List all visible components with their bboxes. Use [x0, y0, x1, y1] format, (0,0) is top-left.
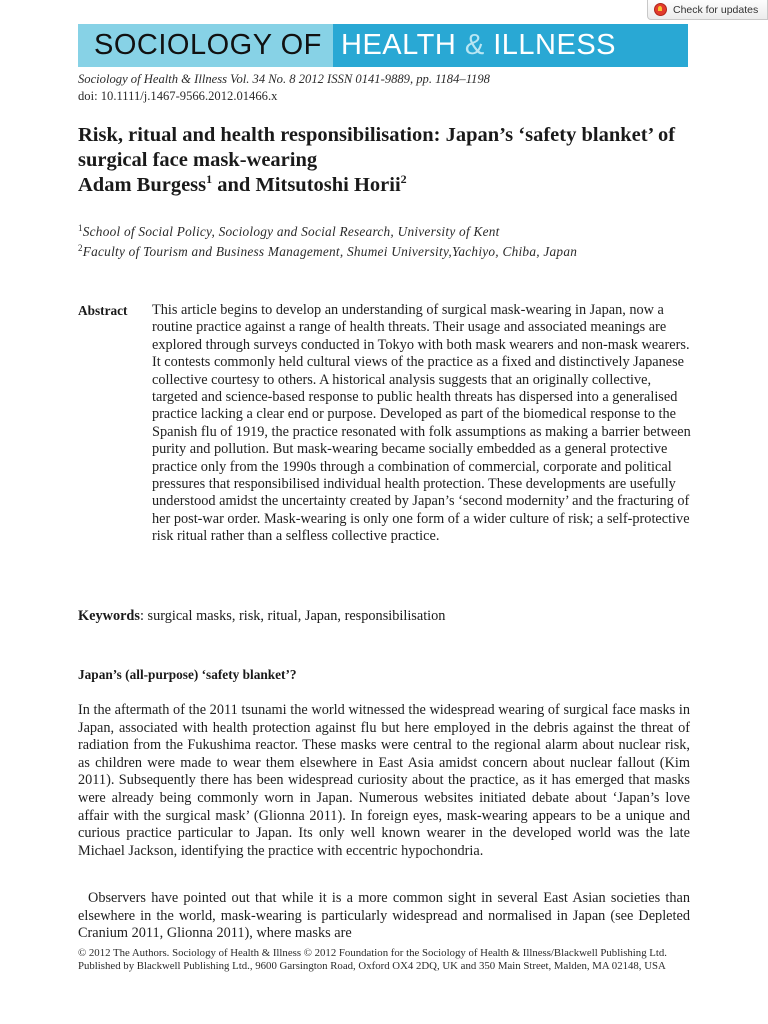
- crossmark-icon: [654, 3, 667, 16]
- abstract-label: Abstract: [78, 303, 128, 318]
- affiliation-2: [78, 243, 577, 261]
- check-for-updates-label: Check for updates: [673, 3, 759, 16]
- check-for-updates-button[interactable]: [647, 0, 768, 20]
- section-heading: Japan’s (all-purpose) ‘safety blanket’?: [78, 667, 297, 682]
- journal-name-left: SOCIOLOGY OF: [78, 24, 333, 67]
- body-paragraph: In the aftermath of the 2011 tsunami the world witnessed the widespread wearing of surgical face masks in Japan, associated with health protection against flu but here employed in the debris against the threat of radiation from the Fukushima reactor. These masks were central to the regional alarm about nuclear risk, as children were made to wear them elsewhere in East Asia amidst concern about nuclear fallout (Kim 2011). Subsequently there has been widespread curiosity about the practice, as it has emerged that masks were already being commonly worn in Japan. Numerous websites initiated debate about ‘Japan’s love affair with the surgical mask’ (Glionna 2011). In foreign eyes, mask-wearing appears to be a unique and curious practice particular to Japan. Its only well known wearer in the developed world was the late Michael Jackson, identifying the practice with eccentric hypochondria.: [78, 702, 690, 859]
- journal-name-illness: ILLNESS: [493, 29, 617, 61]
- author-joiner: and: [217, 174, 251, 196]
- author-affiliation-mark: 1: [206, 172, 213, 186]
- author-name[interactable]: Mitsutoshi Horii: [255, 174, 401, 196]
- affiliation-text: Faculty of Tourism and Business Management, Shumei University,Yachiyo, Chiba, Japan: [82, 244, 578, 259]
- copyright-footer: [78, 947, 667, 973]
- affiliation-mark: 2: [78, 243, 83, 253]
- journal-banner: [78, 24, 688, 67]
- publisher-line: Published by Blackwell Publishing Ltd., 9600 Garsington Road, Oxford OX4 2DQ, UK and 350 Main Street, Malden, MA 02148, USA: [78, 960, 666, 972]
- author-list: [78, 173, 407, 198]
- journal-name-ampersand: &: [464, 29, 485, 61]
- journal-name-health: HEALTH: [341, 29, 457, 61]
- copyright-line: © 2012 The Authors. Sociology of Health & Illness © 2012 Foundation for the Sociology of Health & Illness/Blackwell Publishing Ltd.: [78, 947, 667, 959]
- keywords-line: [78, 607, 445, 625]
- author-affiliation-mark: 2: [400, 172, 407, 186]
- abstract-text: This article begins to develop an understanding of surgical mask-wearing in Japan, now a routine practice against a range of health threats. Their usage and associated meanings are explored through surveys conducted in Tokyo with both mask wearers and non-mask wearers. It contests commonly held cultural views of the practice as a fixed and distinctively Japanese collective courtesy to others. A historical analysis suggests that an originally collective, targeted and science-based response to public health threats has dispersed into a generalised practice lacking a clear end or purpose. Developed as part of the biomedical response to the Spanish flu of 1919, the practice resonated with folk assumptions as making a barrier between purity and pollution. But mask-wearing became socially embedded as a general protective practice only from the 1990s through a combination of commercial, corporate and political pressures that responsibilised individual health protection. These developments are usefully understood amidst the uncertainty created by Japan’s ‘second modernity’ and the fracturing of her post-war order. Mask-wearing is only one form of a wider culture of risk; a self-protective risk ritual rather than a selfless collective practice.: [152, 302, 691, 545]
- affiliation-mark: 1: [78, 223, 83, 233]
- doi-link[interactable]: doi: 10.1111/j.1467-9566.2012.01466.x: [78, 89, 278, 103]
- journal-name-right: [333, 24, 688, 67]
- keywords-text: : surgical masks, risk, ritual, Japan, responsibilisation: [139, 608, 446, 624]
- article-title: Risk, ritual and health responsibilisation: Japan’s ‘safety blanket’ of surgical face mask-wearing: [78, 124, 676, 171]
- keywords-label: Keywords: [78, 608, 140, 624]
- affiliation-1: [78, 223, 500, 241]
- affiliation-text: School of Social Policy, Sociology and Social Research, University of Kent: [82, 224, 500, 239]
- body-paragraph: Observers have pointed out that while it is a more common sight in several East Asian societies than elsewhere in the world, mask-wearing is particularly widespread and normalised in Japan (see Depleted Cranium 2011, Glionna 2011), where masks are: [78, 890, 690, 942]
- author-name[interactable]: Adam Burgess: [78, 174, 207, 196]
- citation-line: Sociology of Health & Illness Vol. 34 No. 8 2012 ISSN 0141-9889, pp. 1184–1198: [78, 72, 490, 86]
